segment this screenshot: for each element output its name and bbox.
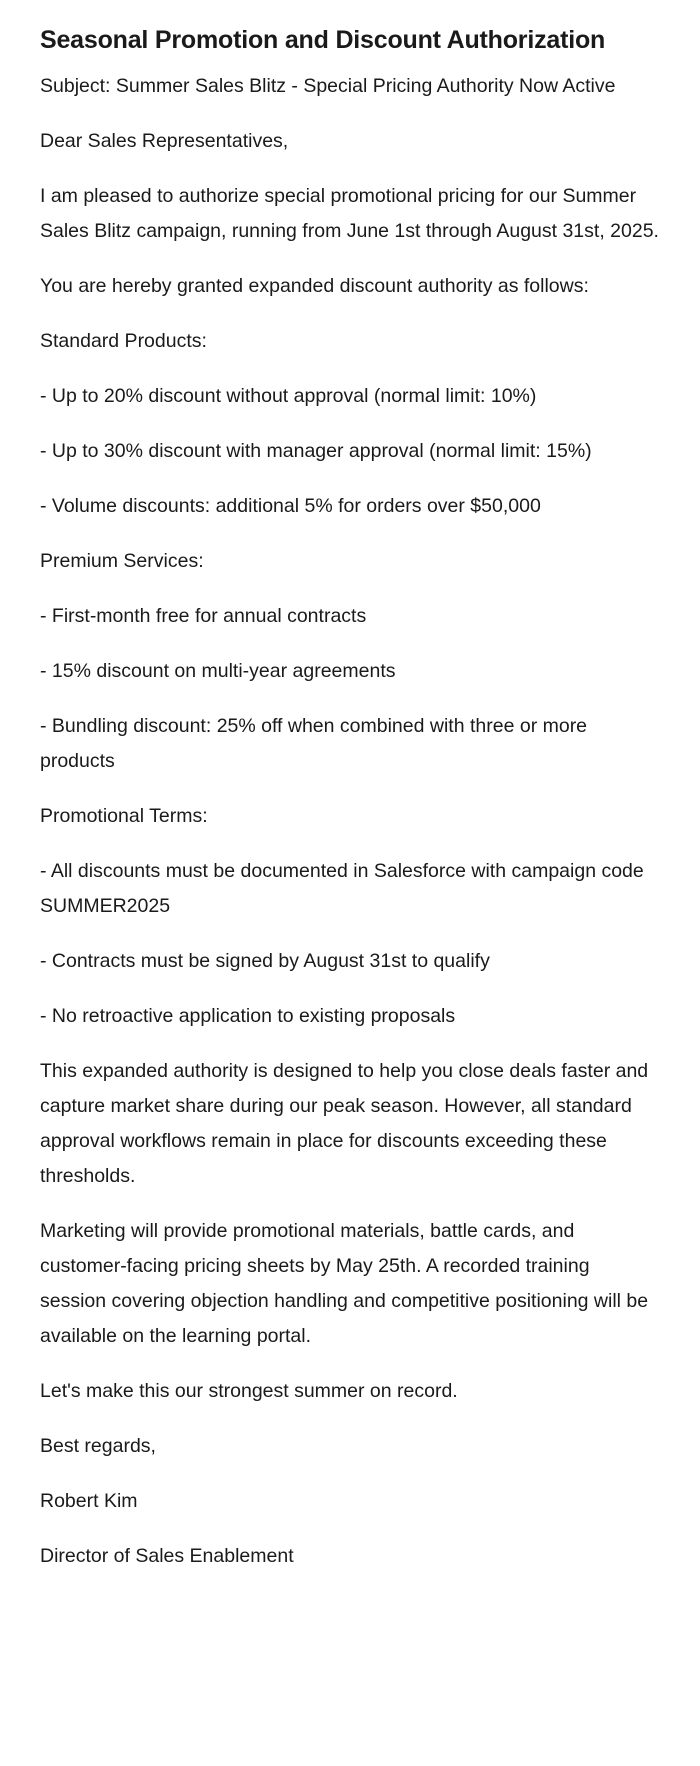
list-item: - No retroactive application to existing proposals [40,1005,456,1027]
intro-paragraph: I am pleased to authorize special promotional pricing for our Summer Sales Blitz campaign, running from June 1st through August 31st, 2025. [40,185,659,242]
list-item: - Volume discounts: additional 5% for orders over $50,000 [40,495,541,517]
list-item: - Up to 30% discount with manager approval (normal limit: 15%) [40,440,592,462]
list-item: - Up to 20% discount without approval (normal limit: 10%) [40,385,537,407]
body-paragraph: Marketing will provide promotional materials, battle cards, and customer-facing pricing sheets by May 25th. A recorded training session covering objection handling and competitive positioning will be available on the learning portal. [40,1220,649,1347]
signer-name: Robert Kim [40,1490,138,1512]
list-item: - Bundling discount: 25% off when combined with three or more products [40,715,588,772]
body-paragraph: This expanded authority is designed to help you close deals faster and capture market share during our peak season. However, all standard approval workflows remain in place for discounts exceeding these thresholds. [40,1060,649,1187]
document-title: Seasonal Promotion and Discount Authorization [40,26,606,54]
closing-line: Let's make this our strongest summer on record. [40,1380,458,1402]
list-item: - All discounts must be documented in Salesforce with campaign code SUMMER2025 [40,860,644,917]
list-item: - First-month free for annual contracts [40,605,367,627]
section-heading-promotional-terms: Promotional Terms: [40,805,208,827]
subject-line: Subject: Summer Sales Blitz - Special Pricing Authority Now Active [40,75,616,97]
list-item: - Contracts must be signed by August 31st to qualify [40,950,490,972]
sign-off: Best regards, [40,1435,156,1457]
salutation: Dear Sales Representatives, [40,130,289,152]
list-item: - 15% discount on multi-year agreements [40,660,396,682]
authority-intro: You are hereby granted expanded discount authority as follows: [40,275,589,297]
section-heading-premium-services: Premium Services: [40,550,204,572]
signer-title: Director of Sales Enablement [40,1545,294,1567]
section-heading-standard-products: Standard Products: [40,330,207,352]
